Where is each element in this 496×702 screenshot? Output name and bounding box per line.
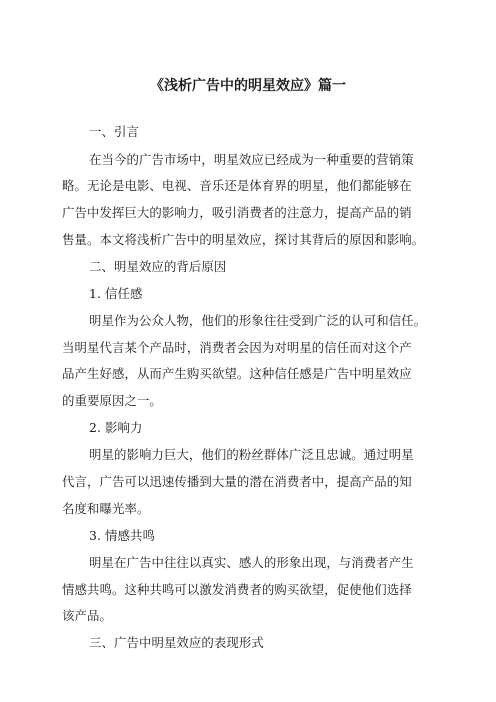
paragraph-line: 当明星代言某个产品时，消费者会因为对明星的信任而对这个产 (62, 340, 412, 355)
paragraph-line: 明星在广告中往往以真实、感人的形象出现，与消费者产生 (89, 555, 414, 570)
subheading-trust: 1. 信任感 (89, 286, 143, 301)
paragraph-line: 广告中发挥巨大的影响力，吸引消费者的注意力，提高产品的销 (62, 205, 412, 220)
paragraph-line: 该产品。 (62, 608, 112, 623)
document-title: 《浅析广告中的明星效应》篇一 (150, 78, 346, 94)
paragraph-line: 明星作为公众人物，他们的形象往往受到广泛的认可和信任。 (89, 313, 427, 328)
paragraph-line: 在当今的广告市场中，明星效应已经成为一种重要的营销策 (89, 152, 414, 167)
paragraph-line: 名度和曝光率。 (62, 501, 150, 516)
heading-reasons: 二、明星效应的背后原因 (89, 259, 227, 274)
heading-forms: 三、广告中明星效应的表现形式 (89, 635, 264, 650)
subheading-resonance: 3. 情感共鸣 (89, 528, 156, 543)
paragraph-line: 售量。本文将浅析广告中的明星效应，探讨其背后的原因和影响。 (62, 232, 425, 247)
paragraph-line: 品产生好感，从而产生购买欲望。这种信任感是广告中明星效应 (62, 366, 412, 381)
paragraph-line: 代言，广告可以迅速传播到大量的潜在消费者中，提高产品的知 (62, 474, 412, 489)
paragraph-line: 的重要原因之一。 (62, 393, 162, 408)
paragraph-line: 明星的影响力巨大，他们的粉丝群体广泛且忠诚。通过明星 (89, 447, 414, 462)
paragraph-line: 情感共鸣。这种共鸣可以激发消费者的购买欲望，促使他们选择 (62, 582, 412, 597)
heading-introduction: 一、引言 (89, 124, 139, 139)
paragraph-line: 略。无论是电影、电视、音乐还是体育界的明星，他们都能够在 (62, 178, 412, 193)
subheading-influence: 2. 影响力 (89, 420, 143, 435)
